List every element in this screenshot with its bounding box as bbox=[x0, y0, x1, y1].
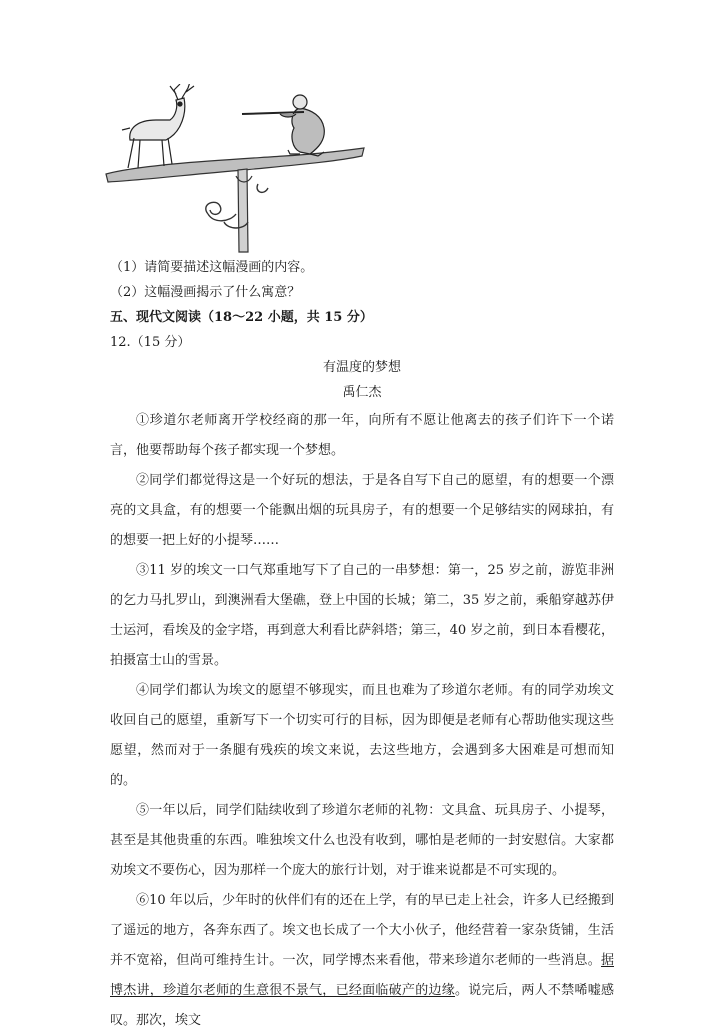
paragraph-2: ②同学们都觉得这是一个好玩的想法，于是各自写下自己的愿望，有的想要一个漂亮的文具盒，有的想要一个能飘出烟的玩具房子，有的想要一个足够结实的网球拍，有的想要一把上好的小提琴…… bbox=[110, 473, 614, 548]
paragraph-4: ④同学们都认为埃文的愿望不够现实，而且也难为了珍道尔老师。有的同学劝埃文收回自己的愿望，重新写下一个切实可行的目标，因为即便是老师有心帮助他实现这些愿望，然而对于一条腿有残疾的埃文来说，去这些地方，会遇到多大困难是可想而知的。 bbox=[110, 683, 614, 788]
paragraph-6-text: ⑥10 年以后，少年时的伙伴们有的还在上学，有的早已走上社会，许多人已经搬到了遥远的地方，各奔东西了。埃文也长成了一个大小伙子，他经营着一家杂货铺，生活并不宽裕，但尚可维持生计。一次，同学博杰来看他，带来珍道尔老师的一些消息。 bbox=[110, 893, 614, 968]
article-body bbox=[110, 406, 614, 1036]
article-author: 禹仁杰 bbox=[342, 385, 382, 400]
question-1: （1）请简要描述这幅漫画的内容。 bbox=[110, 260, 314, 275]
underlined-sentence: 据博杰讲，珍道尔老师的生意很不景气，已经面临破产的边缘 bbox=[110, 953, 614, 998]
paragraph-3: ③11 岁的埃文一口气郑重地写下了自己的一串梦想：第一，25 岁之前，游览非洲的乞力马扎罗山，到澳洲看大堡礁，登上中国的长城；第二，35 岁之前，乘船穿越苏伊士运河，看埃及的金字塔，再到意大利看比萨斜塔；第三，40 岁之前，到日本看樱花，拍摄富士山的雪景。 bbox=[110, 563, 614, 668]
section-heading: 五、现代文阅读（18～22 小题，共 15 分） bbox=[110, 310, 373, 325]
deer-figure bbox=[122, 84, 194, 168]
question-2: （2）这幅漫画揭示了什么寓意？ bbox=[110, 285, 301, 300]
cartoon-illustration bbox=[104, 84, 366, 254]
balance-beam bbox=[106, 148, 364, 182]
paragraph-6 bbox=[110, 886, 614, 1036]
cloud-swirl-icon bbox=[206, 184, 268, 228]
paragraph-1: ①珍道尔老师离开学校经商的那一年，向所有不愿让他离去的孩子们许下一个诺言，他要帮助每个孩子都实现一个梦想。 bbox=[110, 413, 614, 458]
paragraph-6-tail: 。说完后，两人不禁唏嘘感叹。那次，埃文 bbox=[110, 983, 614, 1028]
question-number: 12.（15 分） bbox=[110, 335, 191, 350]
hunter-figure bbox=[242, 95, 324, 156]
article-title: 有温度的梦想 bbox=[322, 360, 401, 375]
paragraph-5: ⑤一年以后，同学们陆续收到了珍道尔老师的礼物：文具盒、玩具房子、小提琴，甚至是其他贵重的东西。唯独埃文什么也没有收到，哪怕是老师的一封安慰信。大家都劝埃文不要伤心，因为那样一个庞大的旅行计划，对于谁来说都是不可实现的。 bbox=[110, 803, 614, 878]
